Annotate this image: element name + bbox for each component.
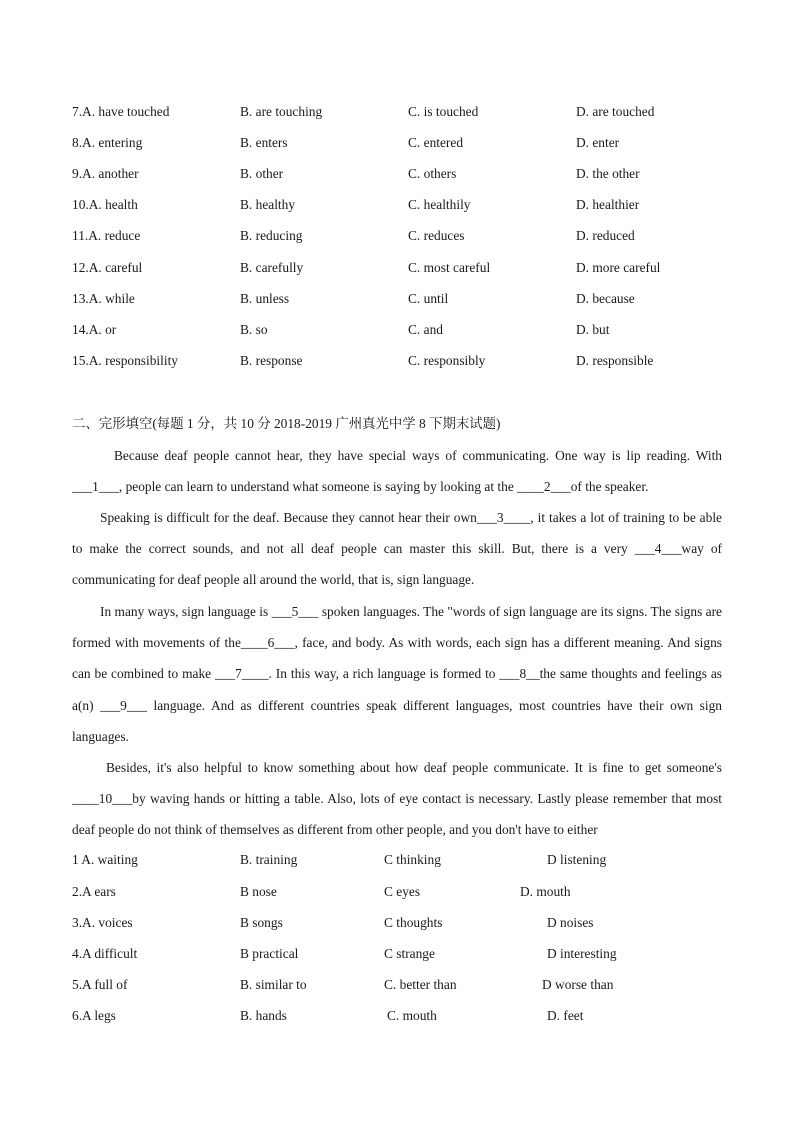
- option-b: B songs: [240, 915, 283, 930]
- option-c: C. entered: [408, 135, 464, 150]
- option-d: D. more careful: [576, 260, 661, 275]
- option-c: C. and: [408, 322, 443, 337]
- option-c: C. responsibly: [408, 353, 486, 368]
- option-c: C. is touched: [408, 104, 479, 119]
- option-row: [72, 164, 722, 184]
- option-d: D. responsible: [576, 353, 654, 368]
- option-c: C. most careful: [408, 260, 491, 275]
- option-a: 2.A ears: [72, 884, 116, 899]
- option-a: 13.A. while: [72, 291, 135, 306]
- option-a: 14.A. or: [72, 322, 117, 337]
- option-b: B. healthy: [240, 197, 296, 212]
- option-row: [72, 850, 722, 870]
- option-c: C thinking: [384, 852, 441, 867]
- option-row: [72, 944, 722, 964]
- option-d: D. the other: [576, 166, 640, 181]
- option-a: 4.A difficult: [72, 946, 138, 961]
- option-a: 9.A. another: [72, 166, 139, 181]
- option-b: B. enters: [240, 135, 288, 150]
- passage-paragraph-4: Besides, it's also helpful to know something about how deaf people communicate. It is fine to get someone's ____10___by waving hands or hitting a table. Also, lots of eye contact is necessary. Lastly please remember that most deaf people do not think of themselves as different from other people, and you don't have to either: [72, 760, 722, 838]
- option-a: 3.A. voices: [72, 915, 133, 930]
- option-d: D. but: [576, 322, 610, 337]
- option-d: D. mouth: [520, 884, 571, 899]
- option-d: D worse than: [542, 977, 614, 992]
- option-a: 8.A. entering: [72, 135, 143, 150]
- option-a: 7.A. have touched: [72, 104, 170, 119]
- option-c: C. others: [408, 166, 457, 181]
- option-c: C strange: [384, 946, 435, 961]
- option-c: C thoughts: [384, 915, 443, 930]
- option-d: D. enter: [576, 135, 620, 150]
- option-a: 12.A. careful: [72, 260, 143, 275]
- option-d: D. are touched: [576, 104, 655, 119]
- option-row: [72, 289, 722, 309]
- option-c: C. better than: [384, 977, 457, 992]
- option-row: [72, 975, 722, 995]
- option-b: B practical: [240, 946, 299, 961]
- option-d: D. healthier: [576, 197, 640, 212]
- passage-paragraph-1: Because deaf people cannot hear, they have special ways of communicating. One way is lip reading. With ___1___, people can learn to understand what someone is saying by looking at the ____2___of the speaker.: [72, 448, 722, 495]
- option-a: 6.A legs: [72, 1008, 116, 1023]
- option-row: [72, 351, 722, 371]
- option-b: B nose: [240, 884, 277, 899]
- option-row: [72, 195, 722, 215]
- option-row: [72, 133, 722, 153]
- option-d: D interesting: [547, 946, 617, 961]
- option-b: B. hands: [240, 1008, 287, 1023]
- option-a: 1 A. waiting: [72, 852, 138, 867]
- option-a: 11.A. reduce: [72, 228, 141, 243]
- option-c: C eyes: [384, 884, 421, 899]
- option-c: C. healthily: [408, 197, 471, 212]
- option-d: D listening: [547, 852, 607, 867]
- option-a: 5.A full of: [72, 977, 128, 992]
- option-row: [72, 226, 722, 246]
- passage-paragraph-3: In many ways, sign language is ___5___ spoken languages. The "words of sign language are its signs. The signs are formed with movements of the____6___, face, and body. As with words, each sign has a different meaning. And signs can be combined to make ___7____. In this way, a rich language is formed to ___8__the same thoughts and feelings as a(n) ___9___ language. And as different countries speak different languages, most countries have their own sign languages.: [72, 604, 722, 744]
- option-d: D noises: [547, 915, 594, 930]
- option-b: B. response: [240, 353, 303, 368]
- passage-paragraph-2: Speaking is difficult for the deaf. Because they cannot hear their own___3____, it takes a lot of training to be able to make the correct sounds, and not all deaf people can master this skill. But, there is a very ___4___way of communicating for deaf people all around the world, that is, sign language.: [72, 510, 722, 588]
- option-row: [72, 258, 722, 278]
- option-c: C. until: [408, 291, 449, 306]
- option-row: [72, 882, 722, 902]
- option-row: [72, 1006, 722, 1026]
- option-b: B. training: [240, 852, 298, 867]
- option-a: 15.A. responsibility: [72, 353, 179, 368]
- option-b: B. carefully: [240, 260, 304, 275]
- option-c: C. mouth: [387, 1008, 437, 1023]
- section-heading: 二、完形填空(每题 1 分，共 10 分 2018-2019 广州真光中学 8 下期末试题): [72, 416, 501, 431]
- option-row: [72, 102, 722, 122]
- option-b: B. are touching: [240, 104, 323, 119]
- option-a: 10.A. health: [72, 197, 138, 212]
- option-row: [72, 320, 722, 340]
- option-row: [72, 913, 722, 933]
- option-c: C. reduces: [408, 228, 465, 243]
- option-d: D. feet: [547, 1008, 584, 1023]
- option-d: D. reduced: [576, 228, 635, 243]
- option-b: B. other: [240, 166, 284, 181]
- option-b: B. so: [240, 322, 268, 337]
- option-b: B. similar to: [240, 977, 307, 992]
- option-b: B. unless: [240, 291, 290, 306]
- option-b: B. reducing: [240, 228, 303, 243]
- option-d: D. because: [576, 291, 635, 306]
